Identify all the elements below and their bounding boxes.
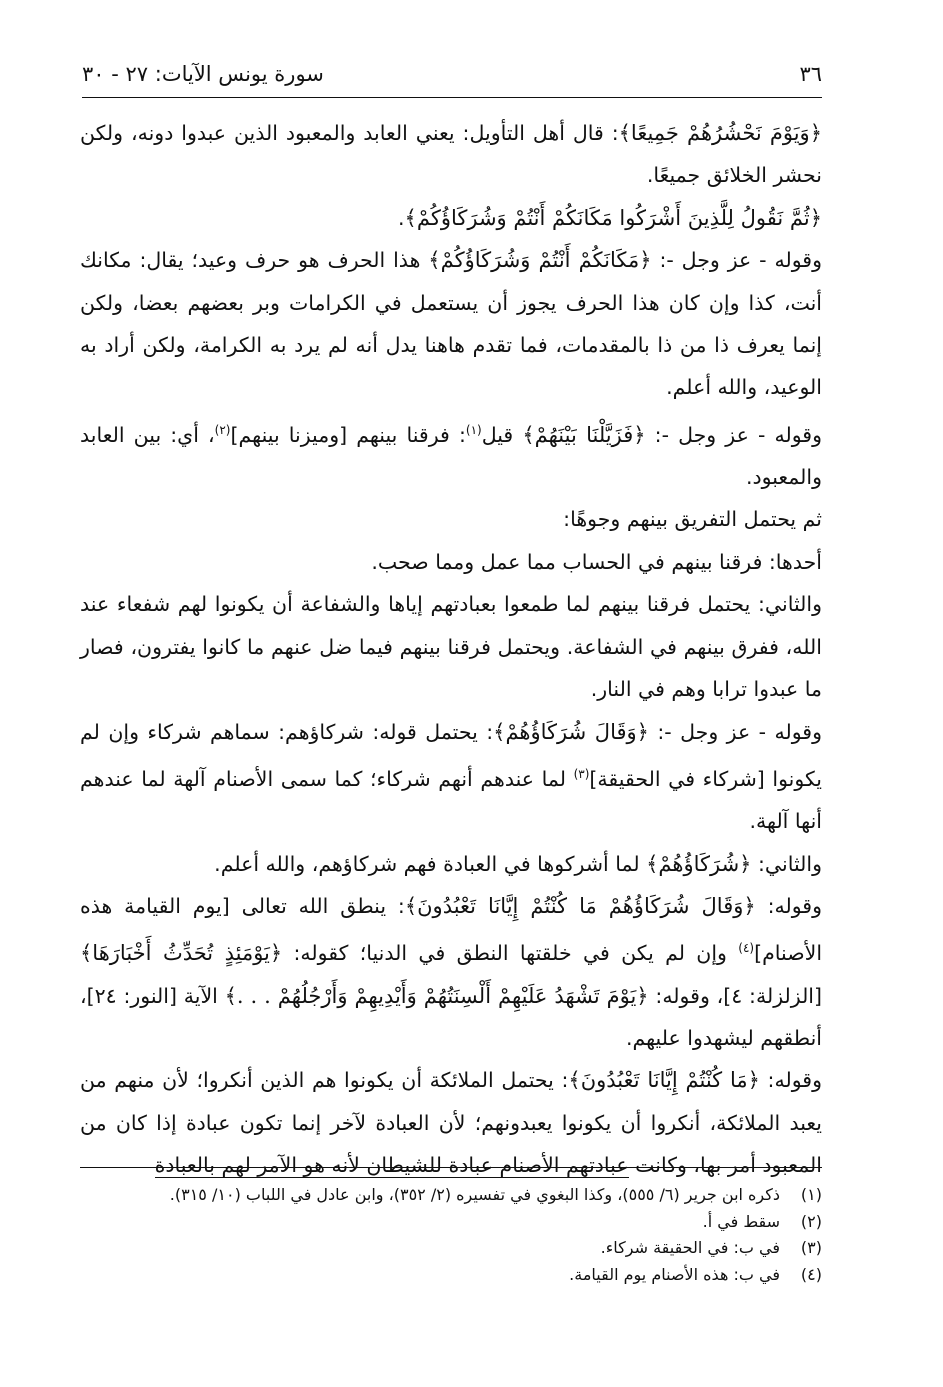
text-run: الآية [النور: ٢٤]، أنطقهم ليشهدوا عليهم. (80, 983, 822, 1051)
text-run: وقوله: (759, 1068, 822, 1093)
footnote-number: (١) (800, 1185, 822, 1204)
text-run: وقوله - عز وجل -: (648, 719, 822, 744)
paragraph (80, 197, 822, 239)
footnote-text: في ب: هذه الأصنام يوم القيامة. (569, 1264, 780, 1284)
paragraph (80, 239, 822, 409)
quran-verse: ﴿فَزَيَّلْنَا بَيْنَهُمْ﴾ (522, 422, 646, 447)
footnote (80, 1209, 822, 1236)
text-run: وقوله: (755, 893, 823, 918)
footnote (80, 1182, 822, 1209)
footnote-number: (٤) (800, 1264, 822, 1284)
text-run: وقوله - عز وجل -: (645, 422, 823, 447)
running-title: سورة يونس الآيات: ٢٧ - ٣٠ (82, 62, 324, 86)
quran-verse: ﴿وَقَالَ شُرَكَاؤُهُمْ﴾ (493, 719, 649, 744)
paragraph (80, 498, 822, 540)
underlined-text: عبادتهم الأصنام عبادة للشيطان لأنه هو الآمر لهم بالعبادة (154, 1153, 629, 1178)
text-run: لما عندهم أنهم شركاء؛ كما سمى الأصنام آلهة لما عندهم أنها آلهة. (80, 766, 822, 834)
footnote-number: (٢) (800, 1211, 822, 1231)
quran-verse: ﴿شُرَكَاؤُهُمْ﴾ (646, 851, 752, 876)
text-run: والثاني: (751, 851, 822, 876)
footnote-ref: (٢) (214, 422, 231, 437)
paragraph (80, 409, 822, 499)
text-run: ثم يحتمل التفريق بينهم وجوهًا: (563, 507, 822, 532)
quran-verse: ﴿يَوْمَئِذٍ تُحَدِّثُ أَخْبَارَهَا﴾ (80, 941, 283, 966)
text-run: أحدها: فرقنا بينهم في الحساب مما عمل ومما صحب. (371, 549, 822, 574)
quran-verse: ﴿ثُمَّ نَقُولُ لِلَّذِينَ أَشْرَكُوا مَكَانَكُمْ أَنْتُمْ وَشُرَكَاؤُكُمْ﴾ (404, 205, 822, 230)
paragraph (80, 112, 822, 197)
text-run: هذا الحرف هو حرف وعيد؛ يقال: مكانك أنت، كذا وإن كان هذا الحرف يجوز أن يستعمل في الكرامات وبر بعضهم بعضا، ولكن إنما يعرف ذا من ذا بالمقدمات، فما تقدم هاهنا يدل أنه لم يرد به الكرامة، ولكن أراد به الوعيد، والله أعلم. (80, 248, 822, 400)
footnote-text: في ب: في الحقيقة شركاء. (600, 1238, 780, 1257)
text-run: وقوله - عز وجل -: (651, 248, 822, 273)
footnote (80, 1235, 822, 1262)
paragraph (80, 843, 822, 885)
text-run: والثاني: يحتمل فرقنا بينهم لما طمعوا بعبادتهم إياها والشفاعة أن يكونوا لهم شفعاء عند الله، ففرق بينهم في الشفاعة. ويحتمل فرقنا بينهم فيما ضل عنهم ما كانوا يفترون، فصار ما عبدوا ترابا وهم في النار. (80, 592, 822, 702)
text-run: : فرقنا بينهم [وميزنا بينهم] (230, 422, 466, 447)
footnote-text: ذكره ابن جرير (٦/ ٥٥٥)، وكذا البغوي في تفسيره (٢/ ٣٥٢)، وابن عادل في اللباب (١٠/ ٣١٥). (169, 1185, 780, 1204)
footnote-ref: (٣) (573, 766, 590, 781)
text-run: لما أشركوها في العبادة فهم شركاؤهم، والله أعلم. (214, 851, 647, 876)
paragraph (80, 711, 822, 843)
text-run: ، أي: بين العابد والمعبود. (80, 422, 822, 490)
footnote (80, 1262, 822, 1289)
footnotes (80, 1182, 822, 1288)
quran-verse: ﴿مَكَانَكُمْ أَنْتُمْ وَشُرَكَاؤُكُمْ﴾ (428, 248, 652, 273)
text-run: : قال أهل التأويل: يعني العابد والمعبود الذين عبدوا دونه، ولكن نحشر الخلائق جميعًا. (80, 121, 822, 188)
quran-verse: ﴿يَوْمَ تَشْهَدُ عَلَيْهِمْ أَلْسِنَتُهُمْ وَأَيْدِيهِمْ وَأَرْجُلُهُمْ . . .﴾ (224, 983, 649, 1008)
page-number: ٣٦ (799, 62, 822, 86)
quran-verse: ﴿وَيَوْمَ نَحْشُرُهُمْ جَمِيعًا﴾ (618, 121, 822, 145)
paragraph (80, 583, 822, 710)
page-header (82, 55, 822, 93)
paragraph (80, 885, 822, 1059)
text-run: : ينطق الله تعالى [يوم القيامة هذه الأصنام] (80, 893, 823, 966)
text-run: : يحتمل الملائكة أن يكونوا هم الذين أنكروا؛ لأن منهم من يعبد الملائكة، أنكروا أن يكونوا يعبدونهم؛ لأن العبادة لآخر إنما تكون عبادة إذا كان من المعبود أمر بها، وكانت (80, 1068, 822, 1178)
text-run: قيل (481, 422, 523, 447)
footnote-number: (٣) (800, 1238, 822, 1257)
paragraph (80, 541, 822, 583)
header-rule (82, 97, 822, 98)
quran-verse: ﴿وَقَالَ شُرَكَاؤُهُمْ مَا كُنْتُمْ إِيَّانَا تَعْبُدُونَ﴾ (404, 893, 756, 918)
text-run: وإن لم يكن في خلقتها النطق في الدنيا؛ كقوله: (282, 941, 739, 966)
quran-verse: ﴿مَا كُنْتُمْ إِيَّانَا تَعْبُدُونَ﴾ (568, 1068, 760, 1093)
text-run: . (398, 205, 405, 230)
footnote-text: سقط في أ. (702, 1211, 780, 1231)
footnote-separator (80, 1167, 822, 1168)
text-run: : يحتمل قوله: شركاؤهم: سماهم شركاء وإن لم يكونوا [شركاء في الحقيقة] (80, 719, 823, 791)
body-text (80, 112, 822, 1187)
footnote-ref: (١) (465, 422, 482, 437)
footnote-ref: (٤) (738, 941, 755, 956)
text-run: [الزلزلة: ٤]، وقوله: (648, 983, 823, 1008)
